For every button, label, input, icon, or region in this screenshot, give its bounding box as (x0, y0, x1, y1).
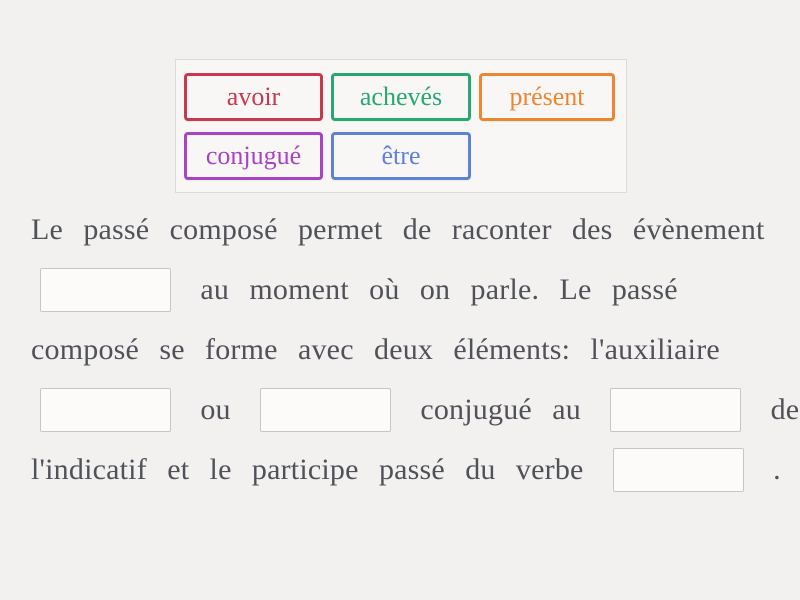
sentence-line-5 (31, 440, 791, 500)
sentence-line-3 (31, 320, 791, 380)
sentence-text: ou (200, 393, 231, 426)
sentence-line-2 (31, 260, 791, 320)
sentence-text: composé se forme avec deux éléments: l'auxiliaire (31, 333, 720, 366)
sentence-text: au moment où on parle. Le passé (200, 273, 678, 306)
sentence-line-1 (31, 200, 791, 260)
word-chip-achevés[interactable]: achevés (331, 73, 471, 121)
sentence-text: de (770, 393, 800, 426)
word-chip-avoir[interactable]: avoir (184, 73, 323, 121)
sentence-text: Le passé composé permet de raconter des évènement (31, 213, 765, 246)
sentence-text: conjugué au (420, 393, 581, 426)
word-chip-conjugué[interactable]: conjugué (184, 132, 323, 180)
sentence-text: . (773, 453, 781, 486)
sentence-text: l'indicatif et le participe passé du verbe (31, 453, 584, 486)
blank-slot[interactable] (610, 388, 741, 432)
blank-slot[interactable] (40, 268, 171, 312)
blank-slot[interactable] (40, 388, 171, 432)
sentence-line-4 (31, 380, 800, 440)
word-chip-être[interactable]: être (331, 132, 471, 180)
blank-slot[interactable] (613, 448, 744, 492)
blank-slot[interactable] (260, 388, 391, 432)
word-bank-panel (175, 59, 627, 193)
word-chip-présent[interactable]: présent (479, 73, 615, 121)
cloze-sentence (31, 200, 800, 500)
